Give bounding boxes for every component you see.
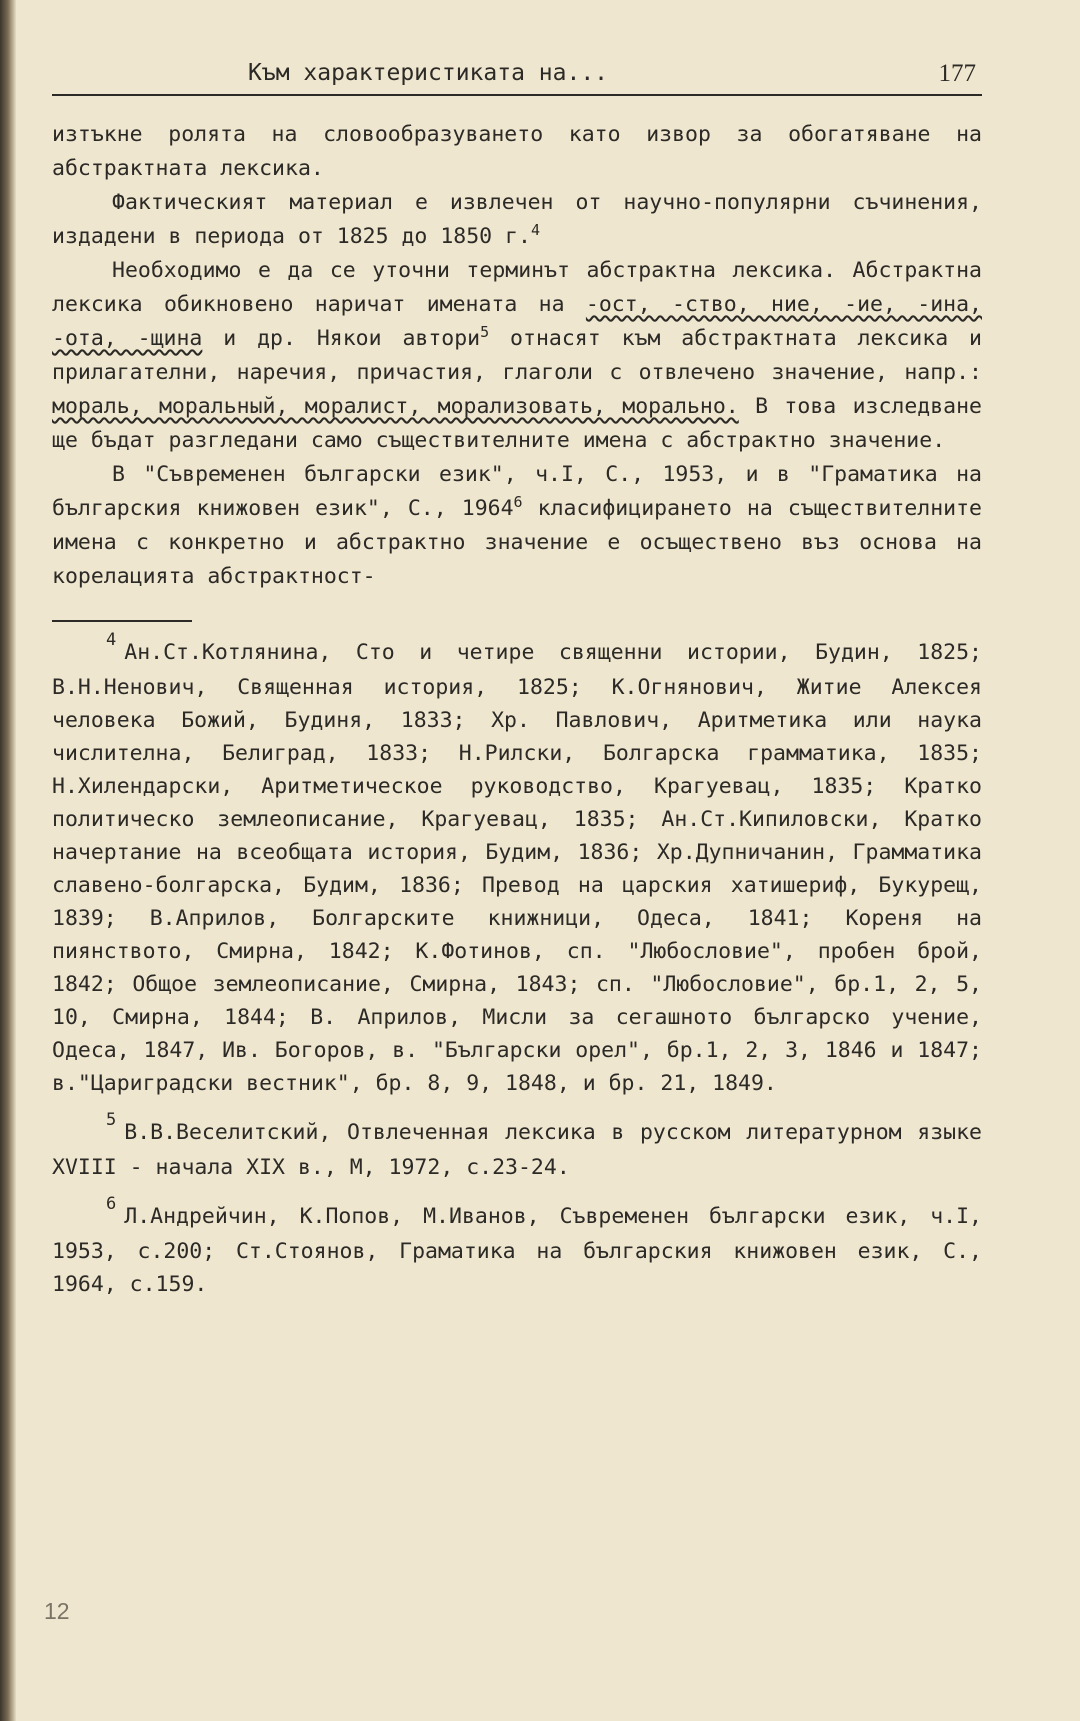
paragraph-2-text: Фактическият материал е извлечен от научно-популярни съчинения, издадени в периода от 1825 до 1850 г. — [52, 190, 982, 249]
footnote-text: Ан.Ст.Котлянина, Сто и четире священни истории, Будин, 1825; В.Н.Ненович, Священная история, 1825; К.Огнянович, Житие Алексея человека Божий, Будиня, 1833; Хр. Павлович, Аритметика или наука числителна, Белиград, 1833; Н.Рилски, Болгарска грамматика, 1835; Н.Хилендарски, Аритметическое руководство, Крагуевац, 1835; Кратко политическо землеописание, Крагуевац, 1835; Ан.Ст.Кипиловски, Кратко начертание на всеобщата история, Будим, 1836; Хр.Дупничанин, Грамматика славено-болгарска, Будим, 1836; Превод на царския хатишериф, Букурещ, 1839; В.Априлов, Болгарските книжници, Одеса, 1841; Кореня на пиянството, Смирна, 1842; К.Фотинов, сп. "Любословие", пробен брой, 1842; Общое землеописание, Смирна, 1843; сп. "Любословие", бр.1, 2, 5, 10, Смирна, 1844; В. Априлов, Мисли за сегашното българско учение, Одеса, 1847, Ив. Богоров, в. "Български орел", бр.1, 2, 3, 1846 и 1847; в."Цариградски вестник", бр. 8, 9, 1848, и бр. 21, 1849. — [52, 640, 982, 1096]
suffix-list: -ост, -ство, ние, -ие, -ина, -ота, -щина — [52, 292, 982, 351]
footnote-divider — [52, 620, 192, 622]
paragraph-4-part-b: класифицирането на съществителните имена с конкретно и абстрактно значение е осъществено въз основа на корелацията абстрактност- — [52, 496, 982, 589]
footnote-number: 5 — [106, 1110, 117, 1130]
footnote-ref-4: 4 — [530, 220, 540, 239]
body-text — [52, 118, 982, 594]
footnote-ref-6: 6 — [513, 492, 523, 511]
paragraph-2 — [52, 186, 982, 254]
footnote — [52, 1194, 982, 1301]
footnotes — [52, 630, 982, 1301]
paragraph-4 — [52, 458, 982, 594]
footnote-number: 4 — [106, 630, 117, 650]
example-words: мораль, моральный, моралист, морализовать, морально. — [52, 394, 739, 419]
footnote — [52, 1110, 982, 1184]
page-number: 177 — [938, 60, 976, 87]
paragraph-3-part-b: и др. Някои автори — [202, 326, 481, 351]
footnote-text: Л.Андрейчин, К.Попов, М.Иванов, Съвременен български език, ч.I, 1953, с.200; Ст.Стоянов, Граматика на българския книжовен език, С., 1964, с.159. — [52, 1204, 982, 1297]
running-header — [52, 56, 982, 96]
signature-mark: 12 — [44, 1598, 70, 1624]
footnote-number: 6 — [106, 1194, 117, 1214]
paragraph-3-part-c: отнасят към абстрактната лексика и прилагателни, наречия, причастия, глаголи с отвлечено значение, напр.: — [52, 326, 982, 385]
paragraph-1: изтъкне ролята на словообразуването като извор за обогатяване на абстрактната лексика. — [52, 122, 982, 181]
paragraph-3-part-a: Необходимо е да се уточни терминът абстрактна лексика. Абстрактна лексика обикновено наричат имената на — [52, 258, 982, 317]
footnote — [52, 630, 982, 1100]
running-title: Към характеристиката на... — [248, 60, 609, 86]
paragraph-4-part-a: В "Съвременен български език", ч.I, С., 1953, и в "Граматика на българския книжовен език", С., 1964 — [52, 462, 982, 521]
page — [52, 56, 982, 1317]
book-spine-shadow — [0, 0, 16, 1721]
footnote-ref-5: 5 — [480, 322, 490, 341]
paragraph-3 — [52, 254, 982, 458]
footnote-text: В.В.Веселитский, Отвлеченная лексика в русском литературном языке XVIII - начала XIX в., М, 1972, с.23-24. — [52, 1120, 982, 1180]
paragraph-3-part-d: В това изследване ще бъдат разгледани само съществителните имена с абстрактно значение. — [52, 394, 983, 453]
